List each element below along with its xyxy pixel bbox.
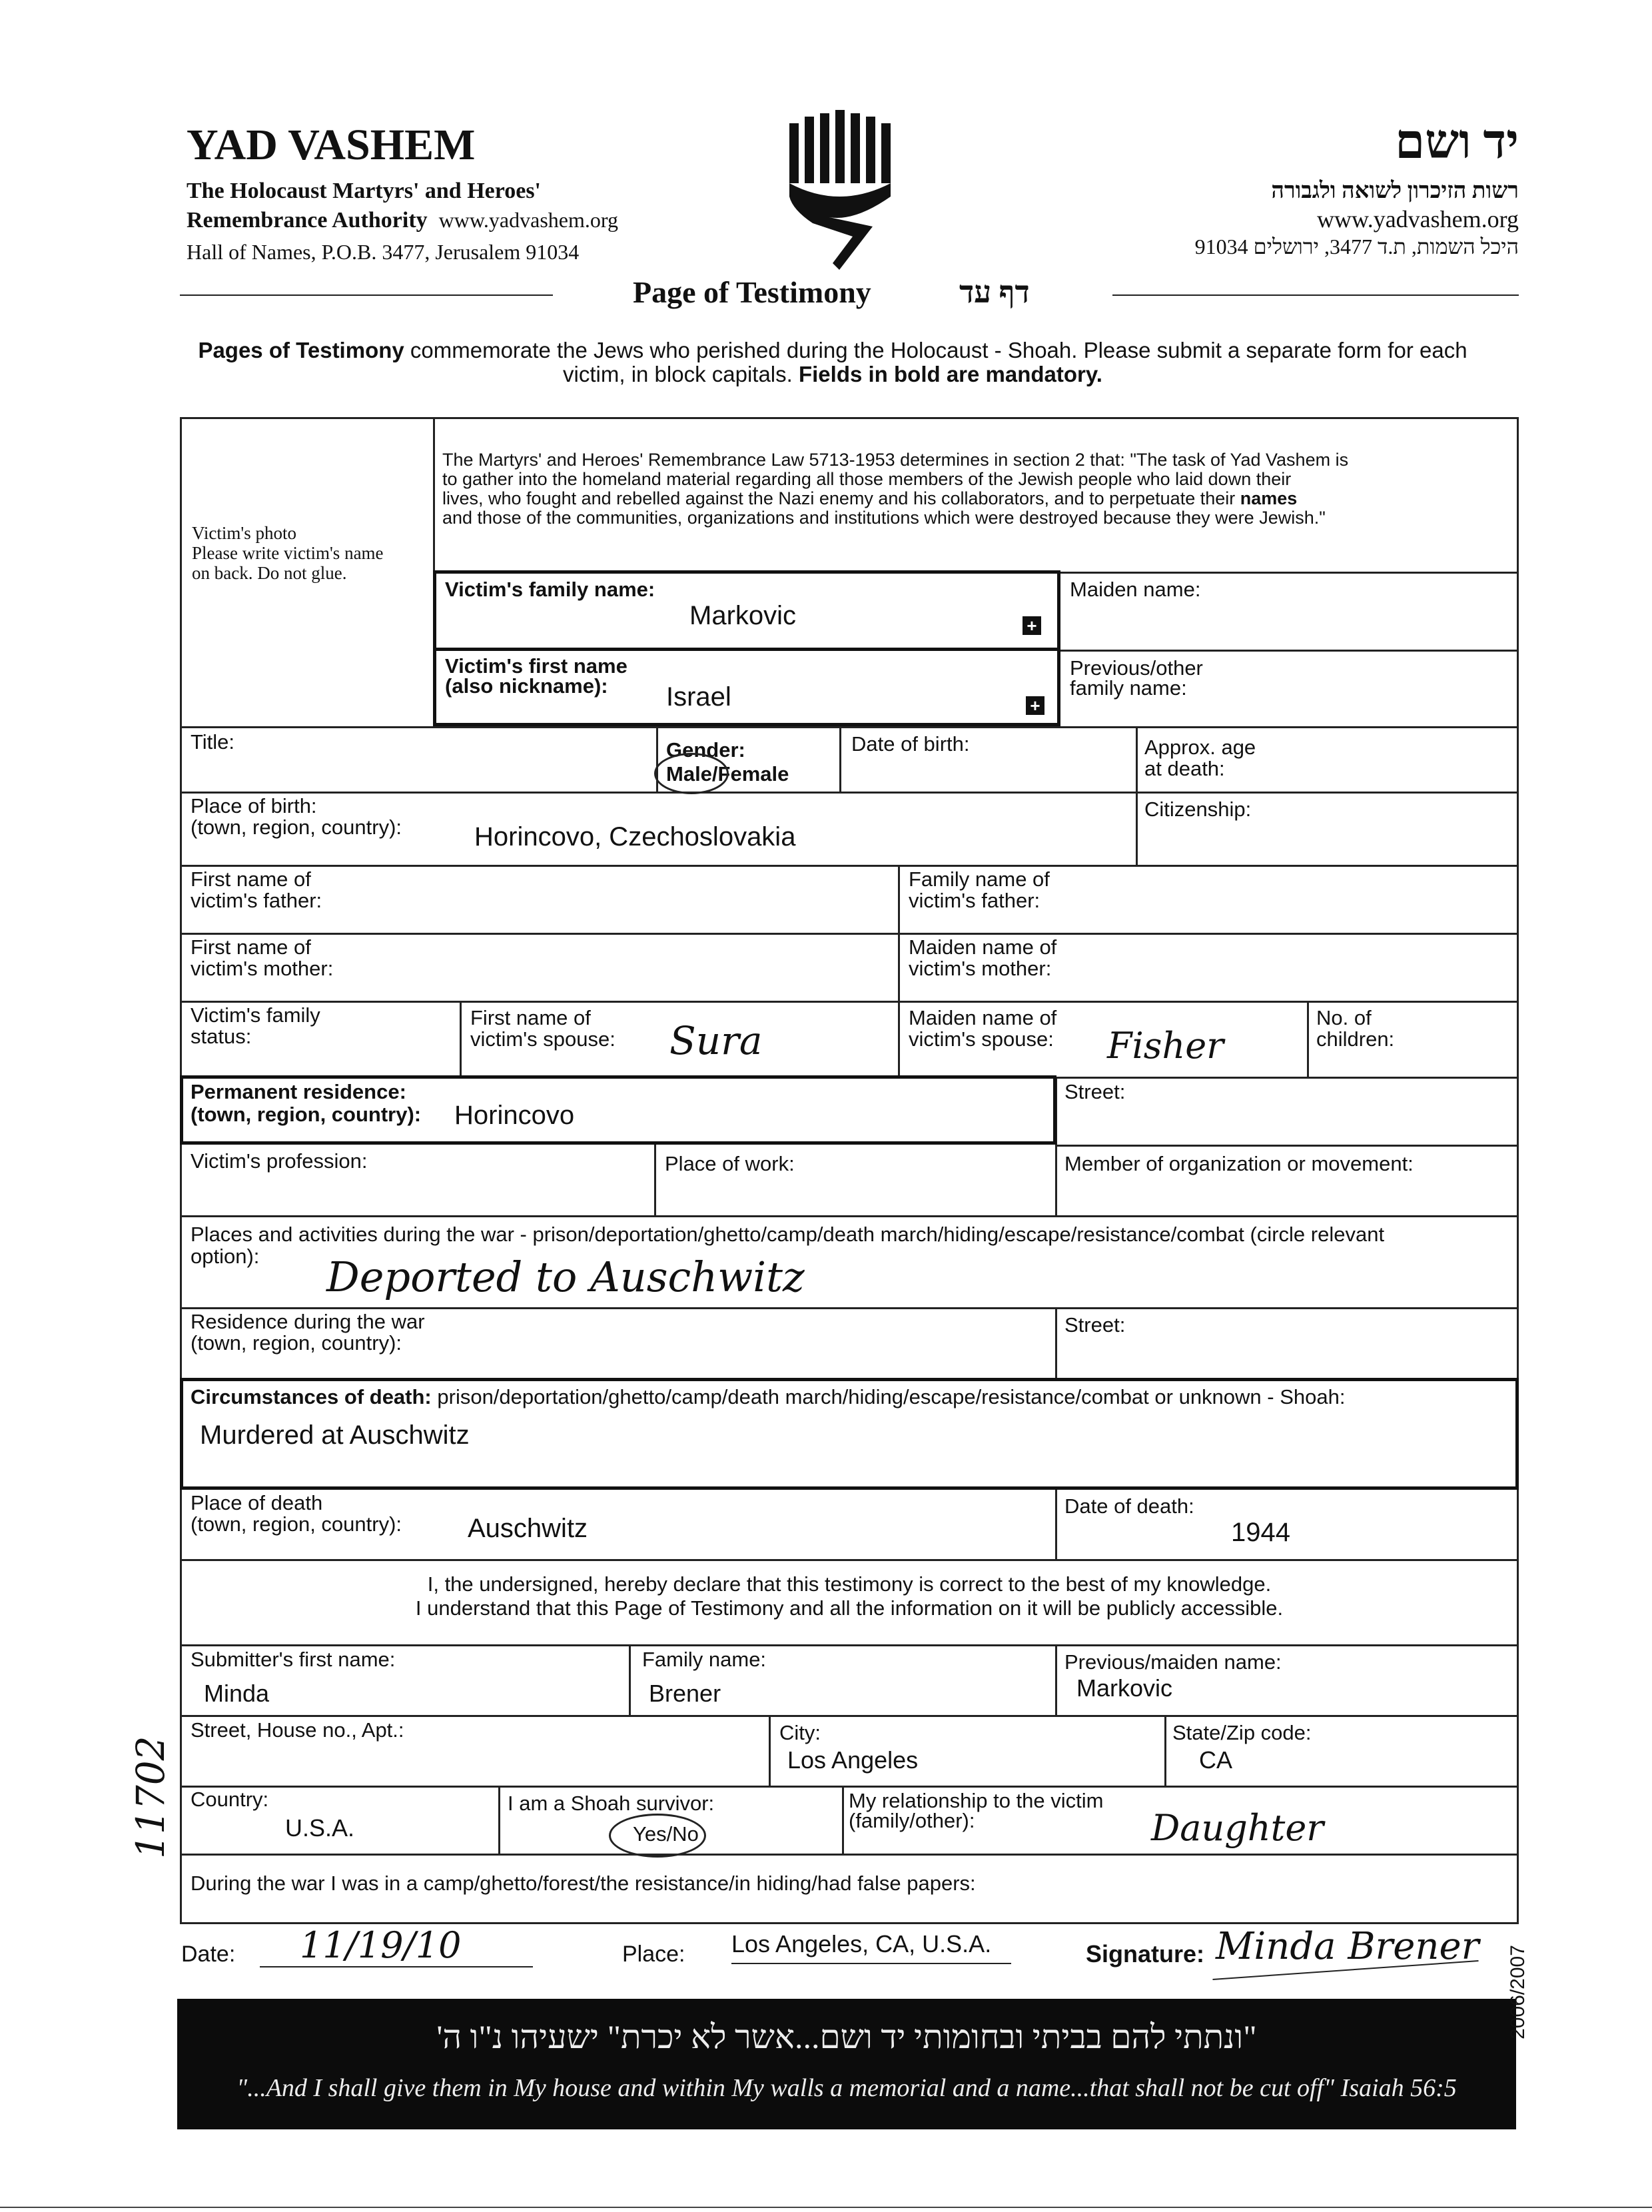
declaration-text: I, the undersigned, hereby declare that this testimony is correct to the best of my knowledge. I understand that this Page of Testimony and all the information on it will be publicly accessible. — [415, 1572, 1284, 1620]
date-label: Date: — [181, 1941, 236, 1967]
previous-name-label: Previous/other family name: — [1070, 656, 1203, 700]
grid-line — [180, 865, 1519, 867]
grid-line — [180, 792, 1519, 794]
relationship-value[interactable]: Daughter — [1151, 1807, 1324, 1849]
org-address: Hall of Names, P.O.B. 3477, Jerusalem 91034 — [187, 240, 580, 264]
grid-line — [1136, 726, 1138, 865]
country-value[interactable]: U.S.A. — [285, 1814, 355, 1842]
date-underline — [260, 1966, 533, 1967]
spouse-first-name-value[interactable]: Sura — [669, 1018, 763, 1063]
age-at-death-label: Approx. age at death: — [1144, 736, 1256, 780]
permanent-residence-value[interactable]: Horincovo — [454, 1101, 575, 1130]
place-underline — [731, 1963, 1011, 1964]
place-of-work-label: Place of work: — [665, 1152, 795, 1175]
gender-field: Gender: Male/Female — [666, 738, 789, 786]
quote-english: "...And I shall give them in My house and within My walls a memorial and a name...that shall not be cut off" Isaiah 56:5 — [236, 2074, 1457, 2102]
grid-line — [180, 417, 1519, 419]
survivor-label: I am a Shoah survivor: — [508, 1792, 715, 1815]
grid-line — [180, 726, 1519, 728]
family-name-label: Victim's family name: — [445, 578, 655, 601]
circumstances-label: Circumstances of death: prison/deportation/ghetto/camp/death march/hiding/escape/resistance/combat or unknown - Shoah: — [191, 1385, 1346, 1408]
grid-line — [180, 1715, 1519, 1717]
submitter-first-name-label: Submitter's first name: — [191, 1648, 396, 1671]
permanent-residence-label: Permanent residence: (town, region, country): — [191, 1080, 422, 1126]
grid-line — [1059, 572, 1519, 574]
quote-hebrew: "ונתתי להם בביתי ובחומותי יד ושם...אשר לא יכרת" ישעיהו נ"ו ה' — [436, 2018, 1257, 2055]
first-name-value[interactable]: Israel — [666, 682, 731, 712]
street-house-label: Street, House no., Apt.: — [191, 1718, 404, 1742]
maiden-name-label: Maiden name: — [1070, 578, 1201, 601]
place-of-birth-label: Place of birth: (town, region, country): — [191, 794, 402, 839]
grid-line — [1055, 1145, 1519, 1147]
family-name-value[interactable]: Markovic — [689, 601, 797, 630]
submitter-family-name-label: Family name: — [642, 1648, 767, 1671]
spouse-maiden-name-value[interactable]: Fisher — [1107, 1025, 1224, 1067]
survivor-selection-circle — [609, 1814, 706, 1858]
profession-label: Victim's profession: — [191, 1149, 368, 1173]
margin-note: 11702 — [128, 1736, 173, 1859]
father-first-name-label: First name of victim's father: — [191, 867, 322, 912]
hebrew-address: היכל השמות, ת.ד 3477, ירושלים 91034 — [1194, 235, 1519, 259]
grid-line — [460, 1001, 462, 1077]
city-value[interactable]: Los Angeles — [787, 1746, 919, 1774]
plus-icon[interactable]: + — [1026, 696, 1044, 715]
org-line2: Remembrance Authority www.yadvashem.org — [187, 208, 618, 233]
war-residence-label: Residence during the war (town, region, country): — [191, 1310, 425, 1355]
citizenship-label: Citizenship: — [1144, 798, 1252, 821]
grid-line — [898, 865, 900, 1077]
grid-line — [1164, 1715, 1166, 1786]
country-label: Country: — [191, 1788, 269, 1811]
war-street-label: Street: — [1064, 1313, 1126, 1337]
place-of-birth-value[interactable]: Horincovo, Czechoslovakia — [474, 822, 796, 851]
grid-line — [1307, 1001, 1309, 1077]
hebrew-website: www.yadvashem.org — [1317, 206, 1519, 233]
grid-line — [180, 1854, 1519, 1856]
mother-maiden-name-label: Maiden name of victim's mother: — [909, 935, 1057, 980]
grid-line — [180, 1307, 1519, 1309]
grid-line — [842, 1786, 844, 1854]
quote-banner — [177, 1999, 1516, 2129]
form-title: Page of Testimony — [633, 275, 871, 309]
survivor-options: Yes/No — [633, 1822, 699, 1846]
date-of-death-value[interactable]: 1944 — [1231, 1518, 1290, 1547]
date-of-death-label: Date of death: — [1064, 1494, 1194, 1518]
header-rule-left — [180, 294, 553, 296]
grid-line — [769, 1715, 771, 1786]
grid-line — [498, 1786, 500, 1854]
places-during-war-value[interactable]: Deported to Auschwitz — [326, 1253, 805, 1301]
law-text: The Martyrs' and Heroes' Remembrance Law 5713-1953 determines in section 2 that: "The task of Yad Vashem is to gather into the homeland material regarding all those members of the Jewish people who laid down their lives, who fought and rebelled against the Nazi enemy and his collaborators, and to perpetuate their names and those of the communities, organizations and institutions which were destroyed because they were Jewish." — [442, 450, 1349, 528]
victim-name-box-divider — [433, 648, 1060, 651]
city-label: City: — [779, 1721, 821, 1744]
spouse-first-name-label: First name of victim's spouse: — [470, 1006, 616, 1051]
place-of-death-value[interactable]: Auschwitz — [468, 1514, 588, 1543]
grid-line — [654, 1145, 656, 1215]
org-website: www.yadvashem.org — [438, 208, 618, 232]
grid-line — [180, 1215, 1519, 1217]
grid-line — [180, 1786, 1519, 1788]
state-zip-value[interactable]: CA — [1199, 1746, 1233, 1774]
street-label: Street: — [1064, 1080, 1126, 1103]
state-zip-label: State/Zip code: — [1172, 1721, 1312, 1744]
place-value[interactable]: Los Angeles, CA, U.S.A. — [731, 1930, 992, 1957]
grid-line — [180, 1001, 1519, 1003]
place-label: Place: — [622, 1941, 685, 1967]
photo-instructions: Victim's photo Please write victim's name on back. Do not glue. — [192, 523, 384, 583]
grid-line — [1055, 1307, 1057, 1379]
mother-first-name-label: First name of victim's mother: — [191, 935, 334, 980]
children-label: No. of children: — [1316, 1006, 1395, 1051]
grid-line — [839, 726, 841, 792]
org-name: YAD VASHEM — [187, 121, 476, 169]
hebrew-line1: רשות הזיכרון לשואה ולגבורה — [1271, 179, 1519, 203]
places-during-war-label: Places and activities during the war - prison/deportation/ghetto/camp/death march/hiding/escape/resistance/combat (circle relevant option): — [191, 1223, 1385, 1268]
grid-line — [180, 1644, 1519, 1646]
submitter-previous-name-label: Previous/maiden name: — [1064, 1650, 1282, 1674]
grid-line — [1055, 1644, 1057, 1715]
grid-line — [629, 1644, 631, 1715]
scan-edge — [0, 2207, 1652, 2208]
header-rule-right — [1112, 294, 1519, 296]
first-name-label: Victim's first name (also nickname): — [445, 654, 627, 698]
org-line1: The Holocaust Martyrs' and Heroes' — [187, 179, 541, 203]
signature-value[interactable]: Minda Brener — [1216, 1925, 1479, 1968]
submitter-family-name-value[interactable]: Brener — [649, 1680, 721, 1707]
circumstances-value[interactable]: Murdered at Auschwitz — [200, 1420, 470, 1450]
father-family-name-label: Family name of victim's father: — [909, 867, 1050, 912]
date-value[interactable]: 11/19/10 — [300, 1924, 462, 1966]
grid-line — [180, 933, 1519, 935]
during-war-label: During the war I was in a camp/ghetto/forest/the resistance/in hiding/had false papers: — [191, 1872, 976, 1895]
relationship-label: My relationship to the victim (family/other): — [849, 1789, 1104, 1832]
intro-text: Pages of Testimony commemorate the Jews who perished during the Holocaust - Shoah. Please submit a separate form for each victim, in block capitals. Fields in bold are mandatory. — [198, 338, 1467, 386]
dob-label: Date of birth: — [851, 732, 970, 756]
plus-icon[interactable]: + — [1023, 616, 1041, 635]
submitter-first-name-value[interactable]: Minda — [204, 1680, 270, 1707]
form-code: 2006/2007 — [1507, 1945, 1529, 2039]
grid-line — [180, 417, 182, 1924]
place-of-death-label: Place of death (town, region, country): — [191, 1491, 402, 1536]
menorah-logo — [786, 110, 906, 270]
spouse-maiden-name-label: Maiden name of victim's spouse: — [909, 1006, 1057, 1051]
hebrew-name: יד ושם — [1395, 115, 1519, 169]
form-title-hebrew: דף עד — [959, 275, 1030, 309]
family-status-label: Victim's family status: — [191, 1003, 320, 1048]
grid-line — [1517, 417, 1519, 1924]
signature-label: Signature: — [1086, 1940, 1205, 1967]
title-label: Title: — [191, 730, 235, 754]
submitter-previous-name-value[interactable]: Markovic — [1076, 1674, 1173, 1702]
grid-line — [180, 1559, 1519, 1561]
gender-selection-circle — [654, 753, 729, 794]
grid-line — [1055, 1488, 1057, 1559]
grid-line — [1059, 650, 1519, 652]
member-organization-label: Member of organization or movement: — [1064, 1152, 1414, 1175]
